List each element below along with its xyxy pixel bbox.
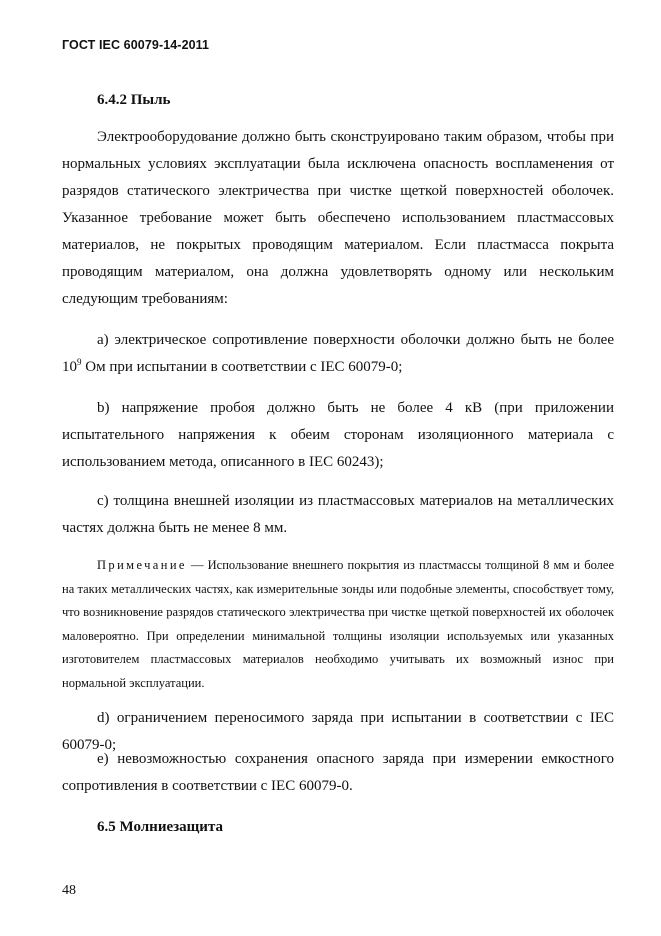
list-item-e: е) невозможностью сохранения опасного заряда при измерении емкостного сопротивления в соответствии с IEC 60079-0. — [62, 751, 614, 794]
list-item-a-exponent: 9 — [77, 357, 82, 367]
list-item-d: d) ограничением переносимого заряда при испытании в соответствии с IEC 60079-0; — [62, 710, 614, 753]
list-item-b: b) напряжение пробоя должно быть не более 4 кВ (при приложении испытательного напряжения к обеим сторонам изоляционного материала с использованием метода, описанного в IEC 60243); — [62, 400, 614, 470]
note-dash: — — [186, 558, 208, 572]
standard-code-header: ГОСТ IEC 60079-14-2011 — [62, 38, 210, 52]
list-item-c: с) толщина внешней изоляции из пластмассовых материалов на металлических частях должна быть не менее 8 мм. — [62, 493, 614, 536]
paragraph-intro: Электрооборудование должно быть сконструировано таким образом, чтобы при нормальных условиях эксплуатации была исключена опасность воспламенения от разрядов статического электричества при чистке щеткой поверхностей оболочек. Указанное требование может быть обеспечено использованием пластмассовых материалов, не покрытых проводящим материалом. Если пластмасса покрыта проводящим материалом, она должна удовлетворять одному или нескольким следующим требованиям: — [62, 129, 614, 307]
list-item-a-text: а) электрическое сопротивление поверхности оболочки должно быть не более 10 — [62, 332, 614, 375]
note-label: Примечание — [97, 558, 187, 572]
page-number: 48 — [62, 883, 76, 898]
note-block — [62, 554, 614, 695]
list-item-a — [62, 327, 614, 381]
section-heading-6-4-2: 6.4.2 Пыль — [97, 92, 171, 108]
note-text: Использование внешнего покрытия из пластмассы толщиной 8 мм и более на таких металлических частях, как измерительные зонды или подобные элементы, способствует тому, что возникновение разрядов статического электричества при чистке щеткой поверхностей их оболочек маловероятно. При определении минимальной толщины изоляции используемых или указанных изготовителем пластмассовых материалов необходимо учитывать их возможный износ при нормальной эксплуатации. — [62, 558, 614, 690]
list-item-a-text-end: Ом при испытании в соответствии с IEC 60079-0; — [81, 359, 403, 375]
section-heading-6-5: 6.5 Молниезащита — [97, 819, 224, 835]
